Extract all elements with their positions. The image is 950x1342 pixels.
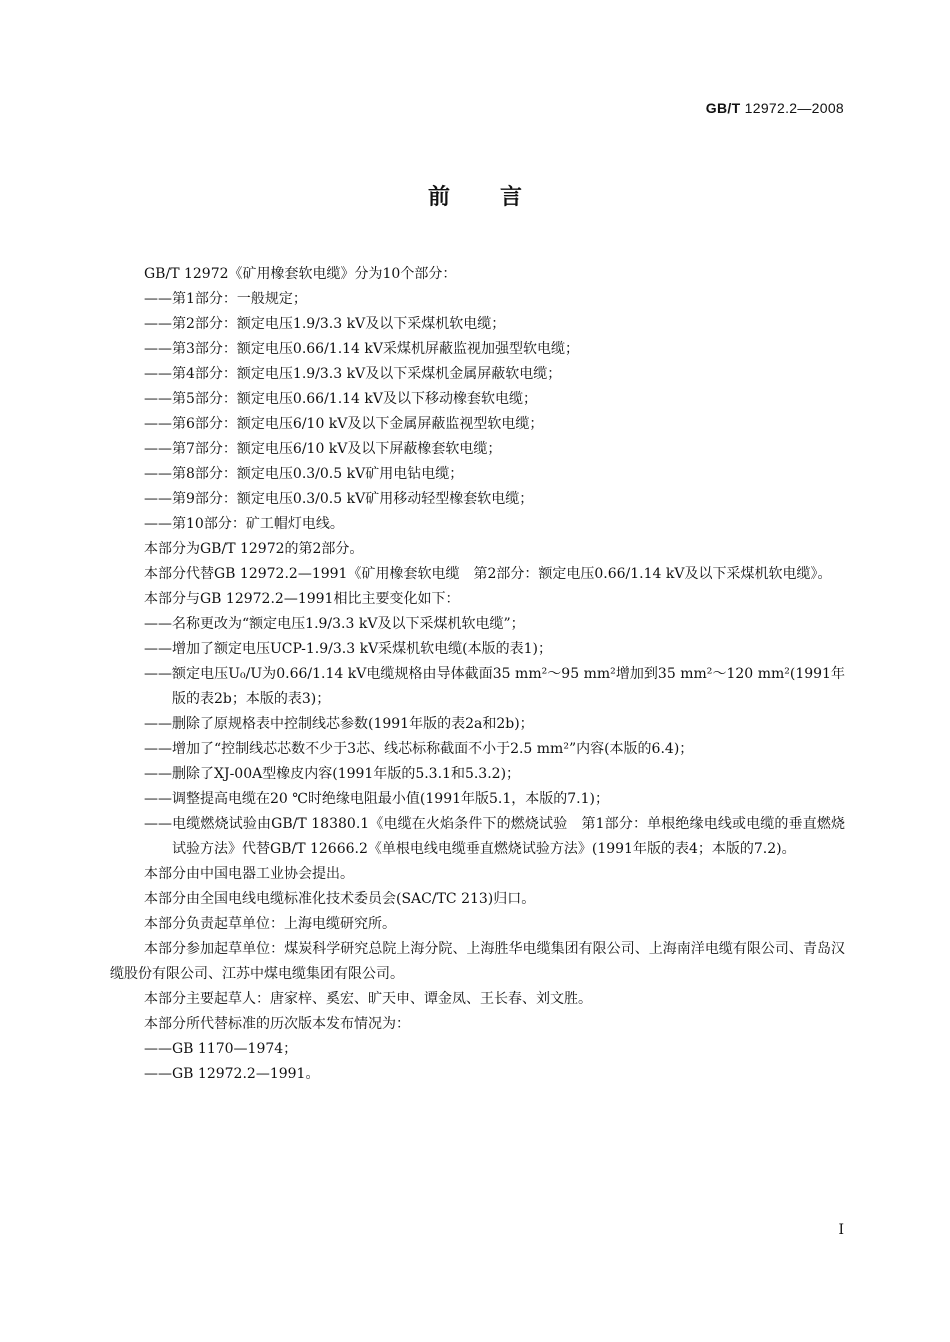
list-item: ——电缆燃烧试验由GB/T 18380.1《电缆在火焰条件下的燃烧试验 第1部分：单根绝缘电线或电缆的垂直燃烧试验方法》代替GB/T 12666.2《单根电线电缆垂直燃烧试验方法》(1991年版的表4；本版的7.2)。 [144,816,845,857]
foreword-body [110,262,845,1087]
list-item: ——GB 1170—1974； [144,1041,298,1057]
paragraph: 本部分由中国电器工业协会提出。 [144,866,354,882]
list-item: ——GB 12972.2—1991。 [144,1066,320,1082]
paragraph: 本部分与GB 12972.2—1991相比主要变化如下： [144,591,460,607]
list-item: ——删除了XJ-00A型橡皮内容(1991年版的5.3.1和5.3.2)； [144,766,521,782]
list-item: ——额定电压U₀/U为0.66/1.14 kV电缆规格由导体截面35 mm²～95 mm²增加到35 mm²～120 mm²(1991年版的表2b；本版的表3)； [144,666,845,707]
list-item: ——第9部分：额定电压0.3/0.5 kV矿用移动轻型橡套软电缆； [144,491,534,507]
list-item: ——第6部分：额定电压6/10 kV及以下金属屏蔽监视型软电缆； [144,416,544,432]
list-item: ——第10部分：矿工帽灯电线。 [144,516,344,532]
paragraph: 本部分为GB/T 12972的第2部分。 [144,541,364,557]
paragraph: 本部分参加起草单位：煤炭科学研究总院上海分院、上海胜华电缆集团有限公司、上海南洋电缆有限公司、青岛汉缆股份有限公司、江苏中煤电缆集团有限公司。 [110,941,845,982]
list-item: ——第3部分：额定电压0.66/1.14 kV采煤机屏蔽监视加强型软电缆； [144,341,580,357]
paragraph: 本部分负责起草单位：上海电缆研究所。 [144,916,396,932]
paragraph: 本部分所代替标准的历次版本发布情况为： [144,1016,410,1032]
list-item: ——第4部分：额定电压1.9/3.3 kV及以下采煤机金属屏蔽软电缆； [144,366,562,382]
list-item: ——名称更改为“额定电压1.9/3.3 kV及以下采煤机软电缆”； [144,616,525,632]
list-item: ——调整提高电缆在20 ℃时绝缘电阻最小值(1991年版5.1，本版的7.1)； [144,791,610,807]
standard-header [706,100,844,116]
standard-prefix: GB/T [705,100,741,116]
paragraph: GB/T 12972《矿用橡套软电缆》分为10个部分： [144,266,457,282]
list-item: ——第7部分：额定电压6/10 kV及以下屏蔽橡套软电缆； [144,441,502,457]
list-item: ——删除了原规格表中控制线芯参数(1991年版的表2a和2b)； [144,716,534,732]
list-item: ——第5部分：额定电压0.66/1.14 kV及以下移动橡套软电缆； [144,391,538,407]
paragraph: 本部分由全国电线电缆标准化技术委员会(SAC/TC 213)归口。 [144,891,536,907]
list-item: ——增加了“控制线芯芯数不少于3芯、线芯标称截面不小于2.5 mm²”内容(本版的6.4)； [144,741,694,757]
list-item: ——第2部分：额定电压1.9/3.3 kV及以下采煤机软电缆； [144,316,506,332]
paragraph: 本部分代替GB 12972.2—1991《矿用橡套软电缆 第2部分：额定电压0.66/1.14 kV及以下采煤机软电缆》。 [144,566,832,582]
list-item: ——第1部分：一般规定； [144,291,307,307]
standard-number: 12972.2—2008 [744,100,844,116]
paragraph: 本部分主要起草人：唐家梓、奚宏、旷天申、谭金凤、王长春、刘文胜。 [144,991,592,1007]
page-number: I [838,1222,844,1238]
list-item: ——增加了额定电压UCP-1.9/3.3 kV采煤机软电缆(本版的表1)； [144,641,553,657]
list-item: ——第8部分：额定电压0.3/0.5 kV矿用电钻电缆； [144,466,464,482]
page-title: 前言 [427,185,572,210]
